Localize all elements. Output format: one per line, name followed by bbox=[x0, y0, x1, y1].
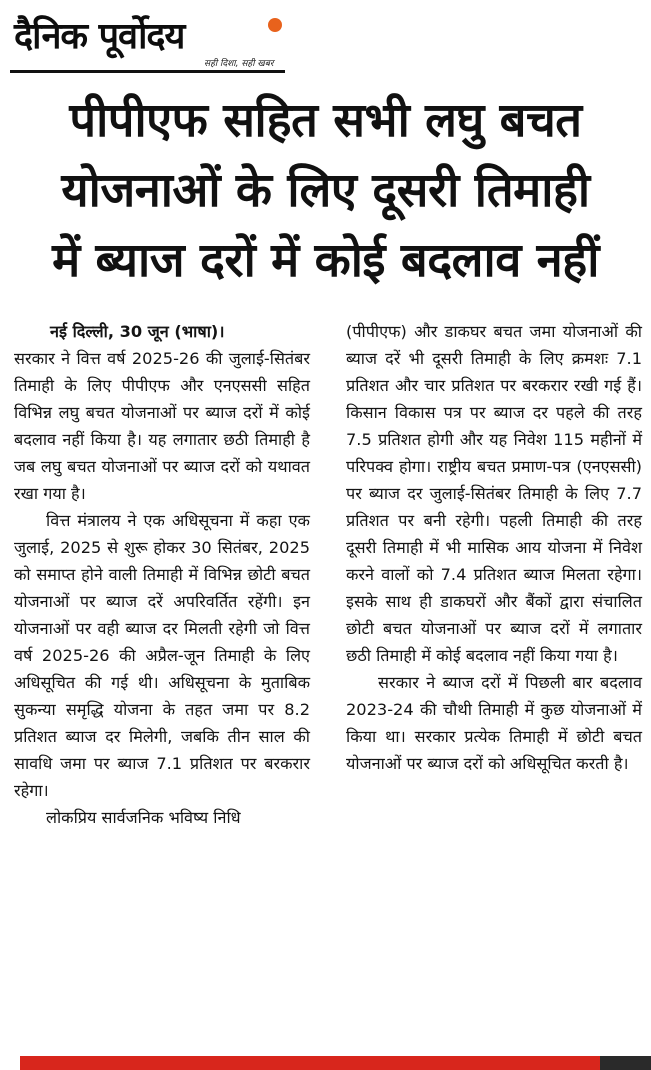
newspaper-tagline: सही दिशा, सही खबर bbox=[204, 59, 274, 69]
headline-line: में ब्याज दरों में कोई बदलाव नहीं bbox=[52, 233, 599, 288]
bottom-color-bar bbox=[20, 1056, 640, 1070]
bottom-dark-bar bbox=[600, 1056, 651, 1070]
article-paragraph: लोकप्रिय सार्वजनिक भविष्य निधि bbox=[46, 808, 241, 827]
newspaper-logo: दैनिक पूर्वोदय bbox=[14, 16, 185, 57]
article-paragraph: सरकार ने वित्त वर्ष 2025-26 की जुलाई-सितंबर तिमाही के लिए पीपीएफ और एनएससी सहित विभिन्न लघु बचत योजनाओं पर ब्याज दरों में कोई बदलाव नहीं किया है। यह लगातार छठी तिमाही है जब लघु बचत योजनाओं पर ब्याज दरों को यथावत रखा गया है। bbox=[14, 349, 310, 503]
article-column-left bbox=[14, 318, 310, 831]
logo-dot-icon bbox=[268, 18, 282, 32]
masthead bbox=[10, 6, 285, 72]
article-paragraph: वित्त मंत्रालय ने एक अधिसूचना में कहा एक जुलाई, 2025 से शुरू होकर 30 सितंबर, 2025 को समाप्त होने वाली तिमाही में विभिन्न छोटी बचत योजनाओं पर ब्याज दरें अपरिवर्तित रहेंगी। इन योजनाओं पर वही ब्याज दर मिलती रहेगी जो वित्त वर्ष 2025-26 की अप्रैल-जून तिमाही के लिए अधिसूचित की गई थी। अधिसूचना के मुताबिक सुकन्या समृद्धि योजना के तहत जमा पर 8.2 प्रतिशत ब्याज दर मिलेगी, जबकि तीन साल की सावधि जमा पर ब्याज 7.1 प्रतिशत पर बरकरार रहेगा। bbox=[14, 511, 310, 800]
dateline-paragraph bbox=[14, 318, 310, 345]
article-paragraph: सरकार ने ब्याज दरों में पिछली बार बदलाव 2023-24 की चौथी तिमाही में कुछ योजनाओं में किया था। सरकार प्रत्येक तिमाही में छोटी बचत योजनाओं पर ब्याज दरों को अधिसूचित करती है। bbox=[346, 673, 642, 773]
article-paragraph: (पीपीएफ) और डाकघर बचत जमा योजनाओं की ब्याज दरें भी दूसरी तिमाही के लिए क्रमशः 7.1 प्रतिशत और चार प्रतिशत पर बरकरार रखी गई हैं। किसान विकास पत्र पर ब्याज दर पहले की तरह 7.5 प्रतिशत होगी और यह निवेश 115 महीनों में परिपक्व होगा। राष्ट्रीय बचत प्रमाण-पत्र (एनएससी) पर ब्याज दर जुलाई-सितंबर तिमाही के लिए 7.7 प्रतिशत पर बनी रहेगी। पहली तिमाही की तरह दूसरी तिमाही में भी मासिक आय योजना में निवेश करने वालों को 7.4 प्रतिशत ब्याज मिलता रहेगा। इसके साथ ही डाकघरों और बैंकों द्वारा संचालित छोटी बचत योजनाओं पर ब्याज दरों में लगातार छठी तिमाही में कोई बदलाव नहीं किया गया है। bbox=[346, 322, 642, 665]
masthead-rule bbox=[10, 70, 285, 73]
article-headline bbox=[10, 86, 641, 296]
headline-line: पीपीएफ सहित सभी लघु बचत bbox=[69, 93, 582, 148]
headline-line: योजनाओं के लिए दूसरी तिमाही bbox=[61, 163, 590, 218]
dateline: नई दिल्ली, 30 जून (भाषा)। bbox=[50, 322, 225, 341]
article-column-right bbox=[346, 318, 642, 777]
